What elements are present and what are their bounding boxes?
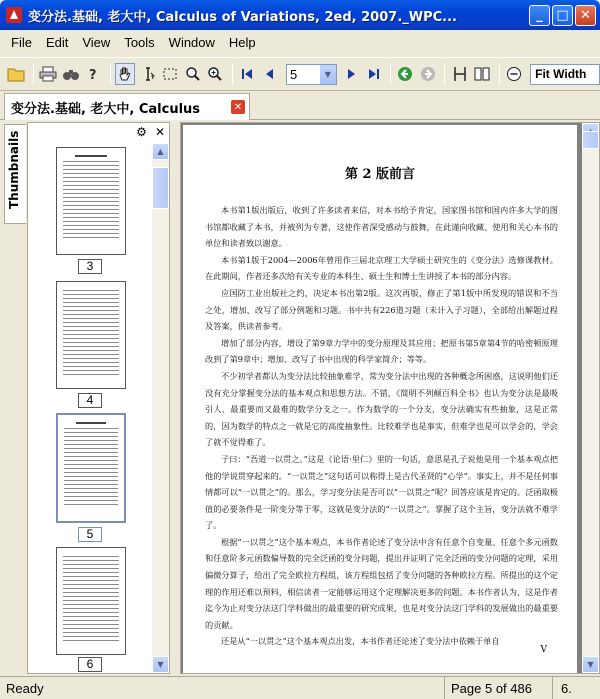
page-number-combo[interactable] xyxy=(286,64,337,85)
thumbnail-scrollbar[interactable] xyxy=(152,143,169,673)
thumbnail-page[interactable] xyxy=(56,281,126,389)
page-heading: 第 2 版前言 xyxy=(344,167,416,182)
svg-text:?: ? xyxy=(89,68,97,82)
window-title: 变分法.基础, 老大中, Calculus of Variations, 2ed, 2007._WPC... xyxy=(28,9,457,25)
forward-button[interactable] xyxy=(418,63,439,85)
help-button[interactable] xyxy=(83,63,104,85)
zoom-value: Fit Width xyxy=(535,67,587,81)
toolbar xyxy=(0,57,600,91)
menu-tools[interactable]: Tools xyxy=(124,35,155,50)
zoom-combo[interactable] xyxy=(530,64,600,85)
document-scrollbar[interactable] xyxy=(582,123,599,673)
zoom-in-button[interactable] xyxy=(205,63,226,85)
maximize-icon: □ xyxy=(556,7,569,23)
toolbar-separator xyxy=(390,63,391,85)
facing-pages-button[interactable] xyxy=(472,63,493,85)
first-page-icon xyxy=(240,67,254,81)
help-icon xyxy=(85,66,101,82)
tab-thumbnails[interactable] xyxy=(4,124,26,224)
marquee-icon xyxy=(162,66,178,82)
side-panel-strip xyxy=(0,122,27,672)
text-select-button[interactable] xyxy=(137,63,158,85)
forward-icon xyxy=(420,66,436,82)
paragraph: 增加了部分内容，增设了第9章力学中的变分原理及其应用；把原书第5章第4节的哈密顿原理改到了第9章中；增加、改写了书中出现的科学家简介；等等。 xyxy=(205,337,558,365)
scroll-down-icon[interactable]: ▼ xyxy=(152,656,169,673)
minimize-icon: _ xyxy=(536,7,543,23)
toolbar-separator xyxy=(33,63,34,85)
status-page-info: Page 5 of 486 xyxy=(444,677,532,699)
thumbnail-panel xyxy=(27,122,170,674)
document-tab[interactable] xyxy=(4,93,250,120)
zoom-in-icon xyxy=(207,66,223,82)
minimize-button[interactable] xyxy=(529,5,550,26)
folder-icon xyxy=(7,66,25,82)
toolbar-separator xyxy=(499,63,500,85)
find-button[interactable] xyxy=(60,63,81,85)
paragraph: 子曰：“吾道一以贯之。”这是《论语·里仁》里的一句话，意思是孔子说他是用一个基本观点把他的学说贯穿起来的。“一以贯之”这句话可以称得上是古代圣贤的“心学”。事实上，并不是任何事情都可以“一以贯之”的。那么，学习变分法是否可以“一以贯之”呢？回答应该是肯定的。泛函取极值的必要条件是一阶变分等于零，这就是变分法的“一以贯之”。掌握了这个主旨，变分法就不难学了。 xyxy=(205,453,558,531)
binoculars-icon xyxy=(62,66,80,82)
thumbnail-page-selected[interactable] xyxy=(56,413,126,523)
back-icon xyxy=(397,66,413,82)
menu-window[interactable]: Window xyxy=(168,35,215,50)
app-icon xyxy=(5,6,23,24)
toolbar-separator xyxy=(232,63,233,85)
scroll-down-icon[interactable]: ▼ xyxy=(582,656,599,673)
status-ready: Ready xyxy=(6,680,44,696)
paragraph: 应国防工业出版社之约，决定本书出第2版。这次再版，修正了第1版中所发现的错误和不当之处，增加、改写了部分例题和习题。书中共有226道习题（未计入子习题），全部给出解题过程及答案，供读者参考。 xyxy=(205,287,558,332)
thumbnail-list[interactable] xyxy=(28,143,152,673)
paragraph: 本书第1版出版后，收到了许多读者来信，对本书给予肯定，国家图书馆和国内许多大学的图书馆都收藏了本书，并被列为专著，这使作者深受感动与鼓舞，在此谨向收藏、使用和关心本书的单位和读者致以谢意。 xyxy=(205,205,558,249)
maximize-button[interactable] xyxy=(552,5,573,26)
pdf-page xyxy=(183,125,577,673)
open-button[interactable] xyxy=(6,63,27,85)
scrollbar-thumb[interactable] xyxy=(582,131,599,149)
previous-page-icon xyxy=(263,67,277,81)
hand-tool-button[interactable] xyxy=(115,63,136,85)
chevron-down-icon[interactable]: ▼ xyxy=(320,65,336,84)
thumbnail-panel-header xyxy=(28,123,169,141)
title-bar[interactable] xyxy=(0,0,600,30)
zoom-icon xyxy=(185,66,201,82)
thumbnail-page[interactable] xyxy=(56,547,126,655)
paragraph: 不少初学者都认为变分法比较抽象难学，常为变分法中出现的各种概念所困惑，这说明他们还没有充分掌握变分法的基本观点和思想方法。不错，《简明不列颠百科全书》也认为变分法是最吸引人、最重要而又最难的数学分支之一。作为数学的一个分支，变分法确实有些抽象，这是正常的，因为数学的特点之一就是它的高度抽象性。比较难学也是事实，但难学也是可以学会的，学会了就不觉得难了。 xyxy=(205,370,558,448)
gear-icon[interactable]: ⚙ xyxy=(136,125,147,139)
page-folio: V xyxy=(540,645,547,655)
text-cursor-icon xyxy=(140,66,156,82)
zoom-out-icon xyxy=(506,66,522,82)
zoom-button[interactable] xyxy=(183,63,204,85)
thumbnail-label: 4 xyxy=(78,393,102,408)
close-button[interactable] xyxy=(575,5,596,26)
document-tab-bar xyxy=(0,91,600,120)
single-page-button[interactable] xyxy=(449,63,470,85)
thumbnail-label: 3 xyxy=(78,259,102,274)
status-extra: 6. xyxy=(552,677,572,699)
menu-view[interactable]: View xyxy=(82,35,111,50)
thumbnail-label: 5 xyxy=(78,527,102,542)
next-page-button[interactable] xyxy=(341,63,362,85)
previous-page-button[interactable] xyxy=(259,63,280,85)
single-page-icon xyxy=(452,66,468,82)
paragraph: 根据“一以贯之”这个基本观点，本书作者论述了变分法中含有任意个自变量、任意个多元函数和任意阶多元函数偏导数的完全泛函的变分问题，提出并证明了完全泛函的变分问题的定理，采用偏微分算子，给出了完全欧拉方程组，该方程组包括了变分问题的各种欧拉方程。所提出的这个定理的作用还难以预料，相信读者一定能够运用这个定理解决更多的问题。本书作者认为，这是作者迄今为止对变分法这门学科做出的最重要的研究成果，也是对变分法这门学科的发展做出的最重要的贡献。 xyxy=(205,536,558,630)
menu-file[interactable]: File xyxy=(11,35,32,50)
next-page-icon xyxy=(344,67,358,81)
scrollbar-thumb[interactable] xyxy=(152,167,169,209)
menu-help[interactable]: Help xyxy=(228,35,256,50)
hand-icon xyxy=(117,66,133,82)
paragraph: 还是从“一以贯之”这个基本观点出发，本书作者还论述了变分法中依赖于单自 xyxy=(221,636,500,647)
page-body xyxy=(183,202,577,650)
close-icon: ✕ xyxy=(580,7,591,23)
zoom-out-button[interactable] xyxy=(504,63,525,85)
status-bar xyxy=(0,676,600,699)
last-page-button[interactable] xyxy=(363,63,384,85)
print-button[interactable] xyxy=(38,63,59,85)
printer-icon xyxy=(39,66,57,82)
toolbar-separator xyxy=(110,63,111,85)
paragraph: 本书第1版于2004—2006年曾用作三届北京理工大学硕士研究生的《变分法》选修课教材。在此期间，作者还多次给有关专业的本科生、硕士生和博士生讲授了本书的部分内容。 xyxy=(205,254,558,282)
menu-bar xyxy=(0,30,600,55)
thumbnail-label: 6 xyxy=(78,657,102,672)
panel-splitter[interactable] xyxy=(170,122,180,674)
thumbnail-page[interactable] xyxy=(56,147,126,255)
first-page-button[interactable] xyxy=(237,63,258,85)
page-number-value: 5 xyxy=(290,66,298,82)
snapshot-button[interactable] xyxy=(160,63,181,85)
close-icon[interactable]: ✕ xyxy=(154,125,165,139)
document-view[interactable] xyxy=(180,122,600,674)
scroll-up-icon[interactable]: ▲ xyxy=(152,143,169,160)
menu-edit[interactable]: Edit xyxy=(45,35,69,50)
thumbnails-tab-label: Thumbnails xyxy=(7,130,21,209)
document-tab-label: 变分法.基础, 老大中, Calculus xyxy=(11,101,201,117)
last-page-icon xyxy=(367,67,381,81)
facing-pages-icon xyxy=(474,66,490,82)
tab-close-icon[interactable]: ✕ xyxy=(231,100,245,114)
back-button[interactable] xyxy=(395,63,416,85)
toolbar-separator xyxy=(444,63,445,85)
